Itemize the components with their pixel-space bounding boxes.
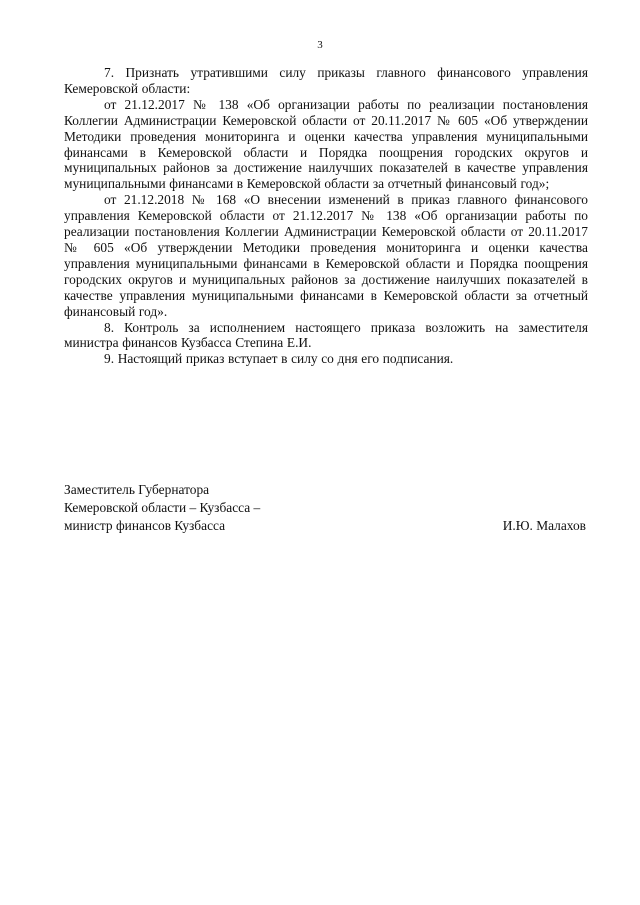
signature-position-line-3: министр финансов Кузбасса [64,517,226,533]
paragraph-item-8: 8. Контроль за исполнением настоящего приказа возложить на заместителя министра финансов Кузбасса Степина Е.И. [64,319,588,351]
paragraph-order-138: от 21.12.2017 № 138 «Об организации работы по реализации постановления Коллегии Администрации Кемеровской области от 20.11.2017 № 605 «Об утверждении Методики проведения мониторинга и оценки качества управления муниципальными финансами в Кемеровской области и Порядка поощрения городских округов и муниципальных районов за достижение наилучших показателей в качестве управления муниципальными финансами в Кемеровской области за отчетный финансовый год»; [64,96,588,192]
paragraph-item-7: 7. Признать утратившими силу приказы главного финансового управления Кемеровской области: [64,65,588,96]
signature-position-line-1: Заместитель Губернатора [64,482,210,497]
paragraph-item-9: 9. Настоящий приказ вступает в силу со дня его подписания. [104,351,454,367]
paragraph-order-168: от 21.12.2018 № 168 «О внесении изменений в приказ главного финансового управления Кемеровской области от 21.12.2017 № 138 «Об организации работы по реализации постановления Коллегии Администрации Кемеровской области от 20.11.2017 № 605 «Об утверждении Методики проведения мониторинга и оценки качества управления муниципальными финансами в Кемеровской области и Порядка поощрения городских округов и муниципальных районов за достижение наилучших показателей в качестве управления муниципальными финансами в Кемеровской области за отчетный финансовый год». [64,192,588,319]
signature-block [64,481,588,534]
document-body [64,65,588,367]
page-number: 3 [317,39,323,51]
signature-final-line [64,517,588,535]
signature-position-line-2: Кемеровской области – Кузбасса – [64,499,261,515]
signatory-name: И.Ю. Малахов [502,517,586,533]
